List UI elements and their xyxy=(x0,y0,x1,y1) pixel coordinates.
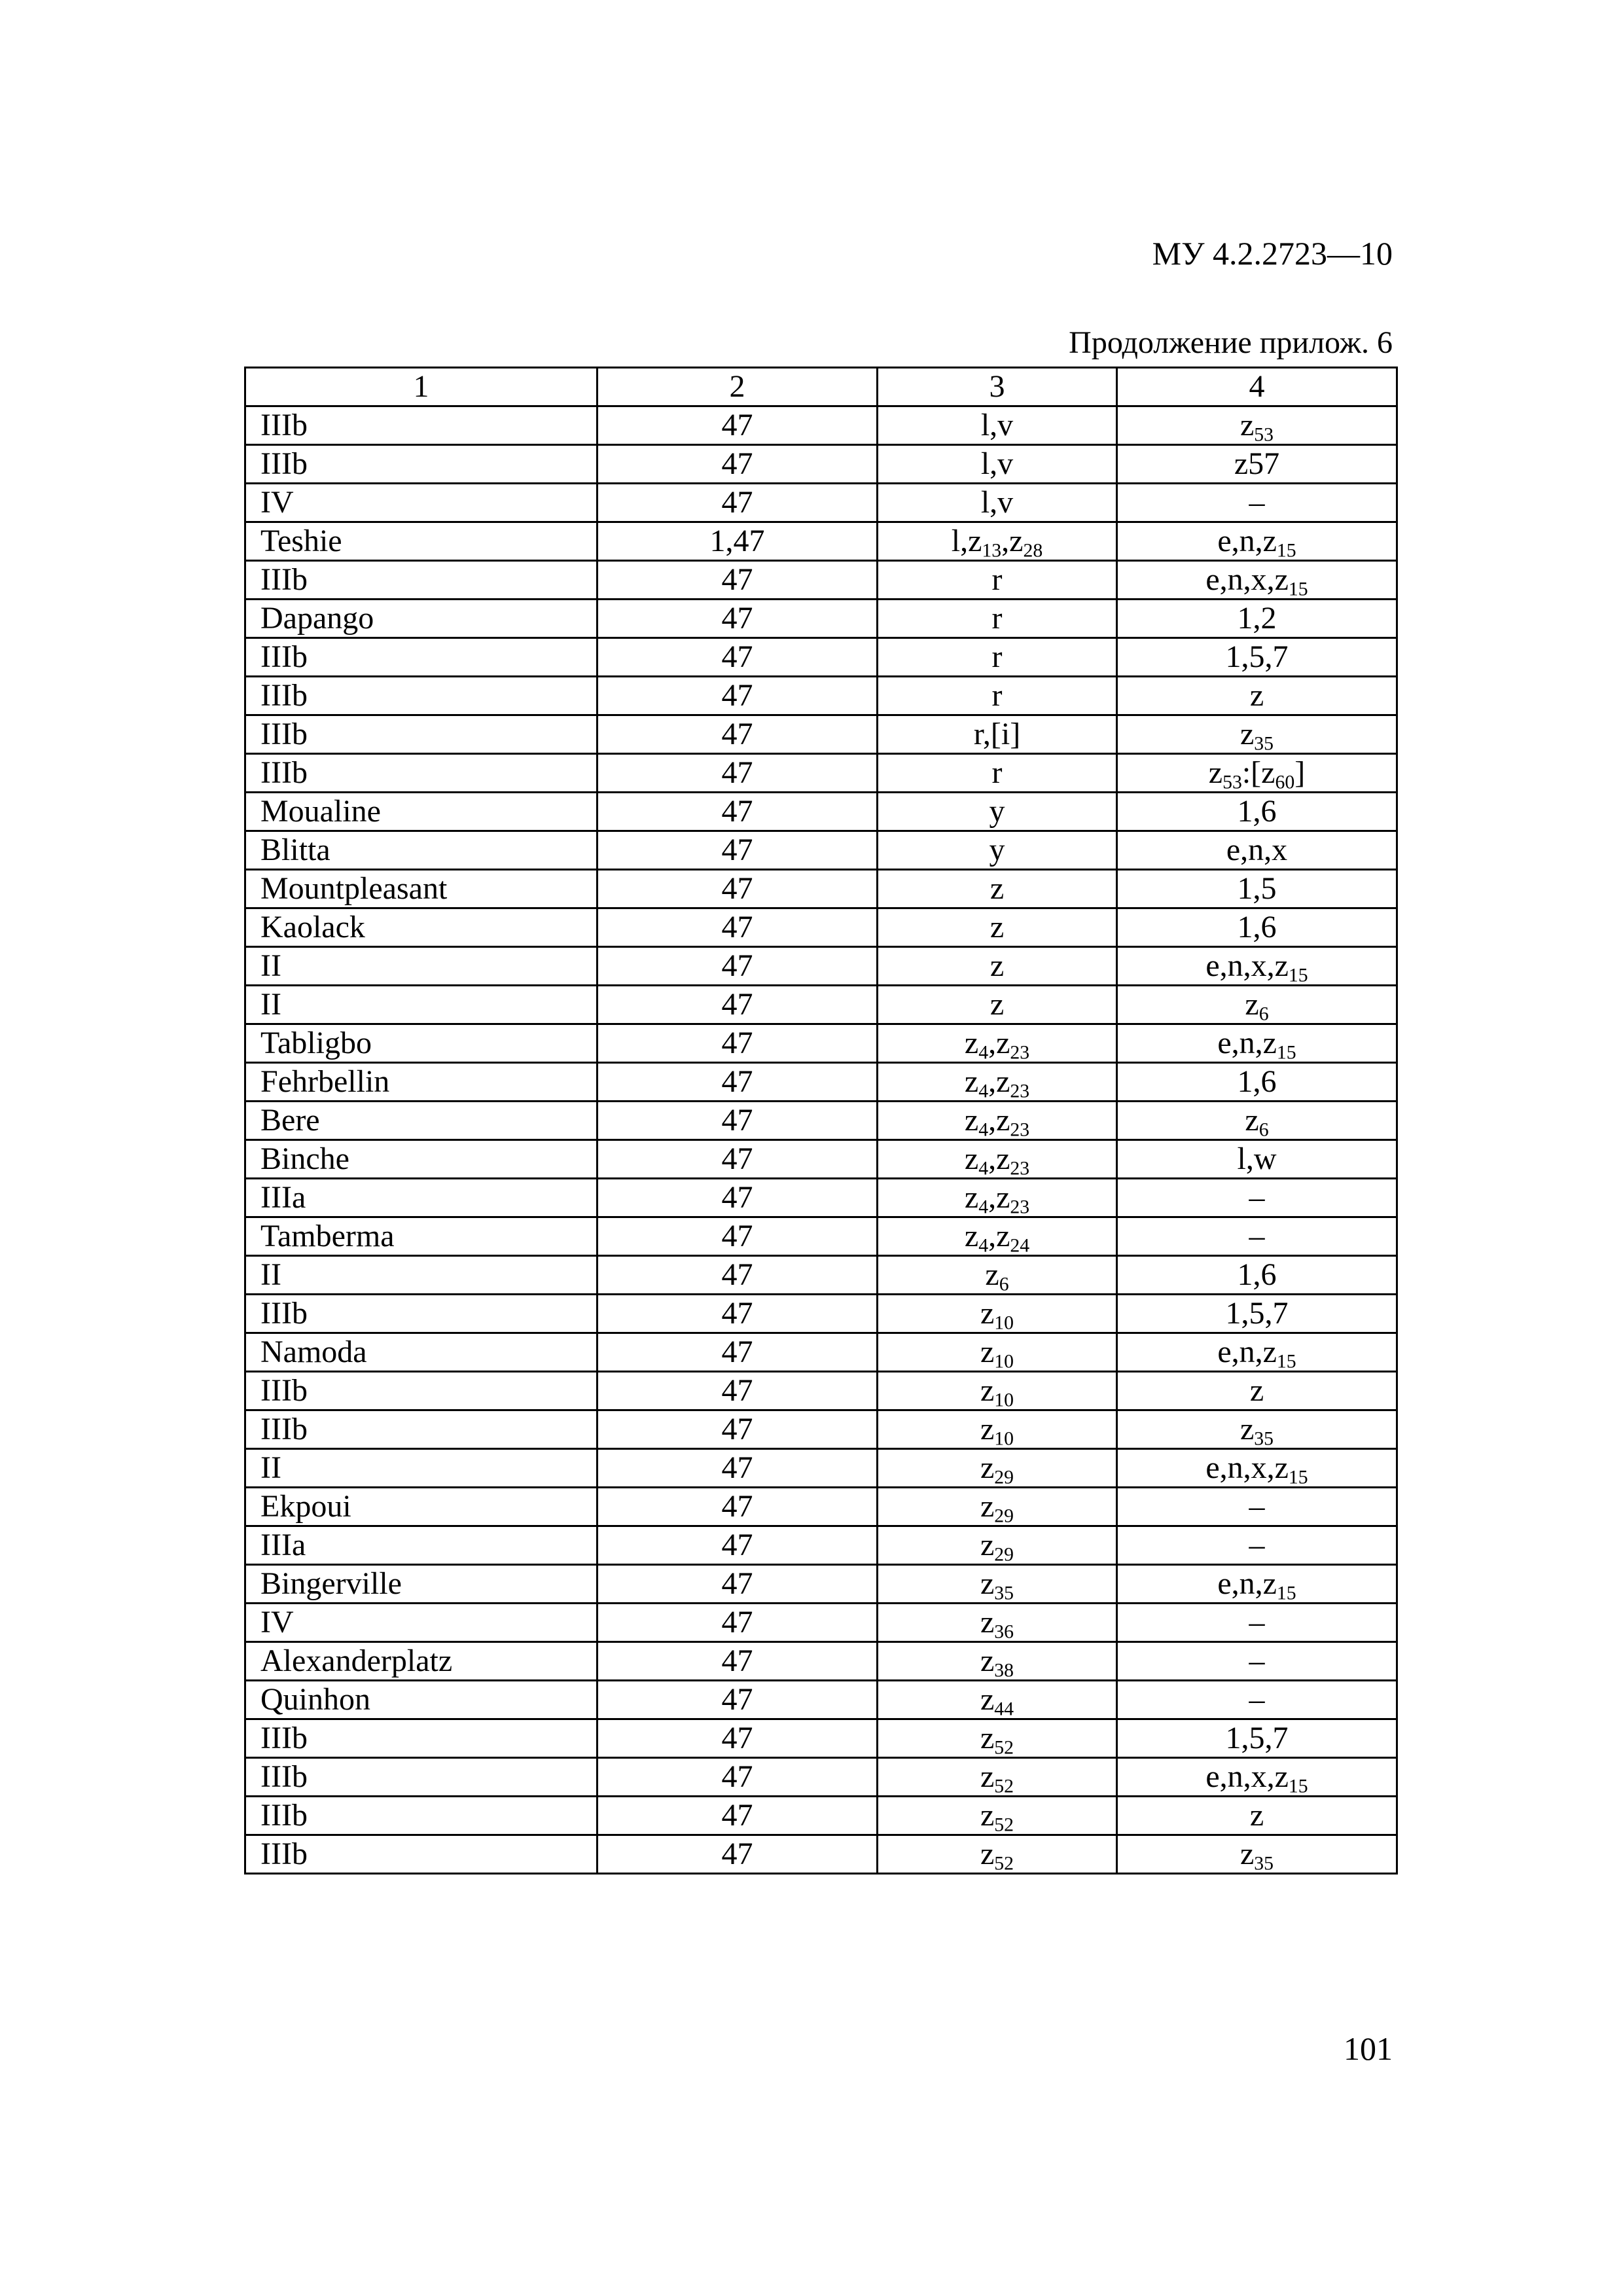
cell-antigen-h2: $e,n,z_{15}$ xyxy=(1117,522,1397,561)
cell-antigen-h1: $z_{29}$ xyxy=(878,1488,1117,1526)
cell-antigen-h1: z xyxy=(878,870,1117,908)
cell-antigen-o: 47 xyxy=(597,1565,878,1604)
table-header-row xyxy=(245,368,1397,406)
cell-antigen-h2: l,w xyxy=(1117,1140,1397,1179)
cell-name: IIIb xyxy=(245,1835,597,1874)
cell-antigen-h1: $z_{38}$ xyxy=(878,1642,1117,1681)
cell-antigen-h2: 1,6 xyxy=(1117,1063,1397,1102)
cell-name: IIIb xyxy=(245,1372,597,1410)
cell-antigen-h2: $z_6$ xyxy=(1117,1102,1397,1140)
table-row xyxy=(245,1719,1397,1758)
cell-name: II xyxy=(245,1449,597,1488)
cell-antigen-o: 47 xyxy=(597,1217,878,1256)
cell-antigen-h1: y xyxy=(878,831,1117,870)
table-row xyxy=(245,908,1397,947)
cell-name: II xyxy=(245,1256,597,1295)
cell-antigen-h1: $z_{52}$ xyxy=(878,1835,1117,1874)
cell-antigen-o: 47 xyxy=(597,1797,878,1835)
cell-antigen-o: 47 xyxy=(597,1719,878,1758)
cell-antigen-h1: $z_4,z_{24}$ xyxy=(878,1217,1117,1256)
cell-name: IV xyxy=(245,484,597,522)
table-row xyxy=(245,1797,1397,1835)
table-row xyxy=(245,870,1397,908)
cell-antigen-o: 47 xyxy=(597,793,878,831)
cell-antigen-h1: l,v xyxy=(878,484,1117,522)
cell-antigen-h2: $z_{35}$ xyxy=(1117,1410,1397,1449)
cell-antigen-o: 47 xyxy=(597,1295,878,1333)
cell-antigen-o: 47 xyxy=(597,1449,878,1488)
cell-name: IV xyxy=(245,1604,597,1642)
table-row xyxy=(245,600,1397,638)
table-row xyxy=(245,1102,1397,1140)
cell-name: Quinhon xyxy=(245,1681,597,1719)
cell-antigen-o: 47 xyxy=(597,870,878,908)
cell-name: Tabligbo xyxy=(245,1024,597,1063)
cell-antigen-h2: – xyxy=(1117,1179,1397,1217)
cell-antigen-h1: y xyxy=(878,793,1117,831)
cell-name: II xyxy=(245,986,597,1024)
table-row xyxy=(245,1063,1397,1102)
column-header-1: 1 xyxy=(245,368,597,406)
cell-name: IIIb xyxy=(245,1295,597,1333)
cell-name: Dapango xyxy=(245,600,597,638)
cell-antigen-h2: $e,n,z_{15}$ xyxy=(1117,1565,1397,1604)
document-code: МУ 4.2.2723—10 xyxy=(1152,235,1393,272)
cell-antigen-h2: $z_{53}:[z_{60}]$ xyxy=(1117,754,1397,793)
cell-antigen-o: 47 xyxy=(597,715,878,754)
cell-antigen-h2: z xyxy=(1117,677,1397,715)
cell-name: Binche xyxy=(245,1140,597,1179)
cell-antigen-h1: r xyxy=(878,561,1117,600)
table-row xyxy=(245,715,1397,754)
table-row xyxy=(245,793,1397,831)
cell-antigen-h1: l,v xyxy=(878,445,1117,484)
cell-antigen-h1: $z_{10}$ xyxy=(878,1410,1117,1449)
cell-antigen-h1: $z_{10}$ xyxy=(878,1295,1117,1333)
table-row xyxy=(245,1449,1397,1488)
cell-antigen-h2: – xyxy=(1117,1217,1397,1256)
cell-name: Teshie xyxy=(245,522,597,561)
cell-antigen-o: 47 xyxy=(597,754,878,793)
cell-antigen-o: 47 xyxy=(597,1102,878,1140)
cell-antigen-o: 47 xyxy=(597,1333,878,1372)
cell-name: Kaolack xyxy=(245,908,597,947)
cell-antigen-h2: z xyxy=(1117,1797,1397,1835)
page-number: 101 xyxy=(1344,2030,1393,2067)
cell-name: IIIb xyxy=(245,445,597,484)
cell-name: Fehrbellin xyxy=(245,1063,597,1102)
cell-antigen-h1: $z_{52}$ xyxy=(878,1758,1117,1797)
cell-antigen-h1: $z_6$ xyxy=(878,1256,1117,1295)
cell-antigen-o: 47 xyxy=(597,986,878,1024)
cell-antigen-h2: – xyxy=(1117,484,1397,522)
cell-antigen-o: 47 xyxy=(597,1179,878,1217)
cell-antigen-h1: z xyxy=(878,908,1117,947)
cell-name: IIIb xyxy=(245,754,597,793)
cell-antigen-o: 47 xyxy=(597,1372,878,1410)
table-row xyxy=(245,831,1397,870)
cell-antigen-o: 47 xyxy=(597,445,878,484)
cell-antigen-o: 47 xyxy=(597,1410,878,1449)
cell-name: IIIb xyxy=(245,1797,597,1835)
cell-antigen-h2: e,n,x xyxy=(1117,831,1397,870)
cell-antigen-h1: r,[i] xyxy=(878,715,1117,754)
cell-antigen-h2: $e,n,z_{15}$ xyxy=(1117,1333,1397,1372)
cell-antigen-h2: 1,5 xyxy=(1117,870,1397,908)
cell-antigen-o: 47 xyxy=(597,1642,878,1681)
cell-antigen-o: 47 xyxy=(597,600,878,638)
table-row xyxy=(245,754,1397,793)
cell-antigen-h1: $z_{10}$ xyxy=(878,1333,1117,1372)
cell-name: Alexanderplatz xyxy=(245,1642,597,1681)
cell-antigen-h1: $z_4,z_{23}$ xyxy=(878,1140,1117,1179)
table-row xyxy=(245,638,1397,677)
table-row xyxy=(245,1681,1397,1719)
cell-antigen-o: 47 xyxy=(597,831,878,870)
cell-antigen-h2: – xyxy=(1117,1526,1397,1565)
cell-antigen-h2: 1,5,7 xyxy=(1117,1719,1397,1758)
cell-antigen-o: 47 xyxy=(597,1835,878,1874)
table-row xyxy=(245,1835,1397,1874)
table-row xyxy=(245,406,1397,445)
cell-antigen-o: 47 xyxy=(597,1063,878,1102)
table-row xyxy=(245,1488,1397,1526)
table-row xyxy=(245,1410,1397,1449)
table-row xyxy=(245,1295,1397,1333)
table-row xyxy=(245,677,1397,715)
cell-antigen-h1: $l,z_{13},z_{28}$ xyxy=(878,522,1117,561)
cell-antigen-h2: 1,6 xyxy=(1117,793,1397,831)
cell-antigen-h1: $z_{52}$ xyxy=(878,1719,1117,1758)
cell-name: Mountpleasant xyxy=(245,870,597,908)
cell-antigen-h2: $e,n,x,z_{15}$ xyxy=(1117,1758,1397,1797)
table-row xyxy=(245,1179,1397,1217)
cell-name: IIIb xyxy=(245,677,597,715)
table-row xyxy=(245,1758,1397,1797)
cell-name: IIIa xyxy=(245,1179,597,1217)
cell-antigen-o: 47 xyxy=(597,1024,878,1063)
cell-name: Tamberma xyxy=(245,1217,597,1256)
cell-name: IIIb xyxy=(245,1719,597,1758)
table-row xyxy=(245,1140,1397,1179)
cell-antigen-o: 47 xyxy=(597,1604,878,1642)
cell-antigen-o: 47 xyxy=(597,484,878,522)
cell-antigen-h2: $e,n,x,z_{15}$ xyxy=(1117,1449,1397,1488)
cell-antigen-h2: $e,n,z_{15}$ xyxy=(1117,1024,1397,1063)
cell-antigen-h2: – xyxy=(1117,1604,1397,1642)
cell-antigen-h1: $z_4,z_{23}$ xyxy=(878,1024,1117,1063)
cell-antigen-h2: $e,n,x,z_{15}$ xyxy=(1117,561,1397,600)
table-row xyxy=(245,1642,1397,1681)
cell-antigen-o: 47 xyxy=(597,1256,878,1295)
cell-antigen-h1: z xyxy=(878,986,1117,1024)
cell-antigen-h1: r xyxy=(878,638,1117,677)
serovar-table xyxy=(244,367,1398,1874)
table-row xyxy=(245,561,1397,600)
table-row xyxy=(245,1333,1397,1372)
cell-antigen-o: 47 xyxy=(597,561,878,600)
cell-name: IIIb xyxy=(245,1758,597,1797)
table-body xyxy=(245,368,1397,1874)
table-row xyxy=(245,1604,1397,1642)
table-row xyxy=(245,1217,1397,1256)
cell-antigen-h2: 1,5,7 xyxy=(1117,638,1397,677)
cell-antigen-h2: 1,2 xyxy=(1117,600,1397,638)
cell-antigen-h1: $z_{29}$ xyxy=(878,1449,1117,1488)
cell-name: IIIa xyxy=(245,1526,597,1565)
cell-antigen-h1: $z_{44}$ xyxy=(878,1681,1117,1719)
table-row xyxy=(245,445,1397,484)
cell-name: Bingerville xyxy=(245,1565,597,1604)
cell-antigen-h2: z57 xyxy=(1117,445,1397,484)
cell-antigen-h1: $z_4,z_{23}$ xyxy=(878,1063,1117,1102)
cell-antigen-h2: $z_{35}$ xyxy=(1117,715,1397,754)
cell-antigen-h2: – xyxy=(1117,1681,1397,1719)
cell-name: Moualine xyxy=(245,793,597,831)
column-header-4: 4 xyxy=(1117,368,1397,406)
cell-antigen-h1: $z_{52}$ xyxy=(878,1797,1117,1835)
cell-antigen-h2: $z_6$ xyxy=(1117,986,1397,1024)
cell-antigen-h2: 1,6 xyxy=(1117,908,1397,947)
cell-antigen-h1: z xyxy=(878,947,1117,986)
table-row xyxy=(245,522,1397,561)
table-row xyxy=(245,1372,1397,1410)
cell-antigen-o: 47 xyxy=(597,947,878,986)
cell-antigen-o: 47 xyxy=(597,1488,878,1526)
cell-name: IIIb xyxy=(245,561,597,600)
table-row xyxy=(245,1024,1397,1063)
cell-antigen-h1: $z_{36}$ xyxy=(878,1604,1117,1642)
cell-name: IIIb xyxy=(245,638,597,677)
cell-antigen-o: 1,47 xyxy=(597,522,878,561)
cell-antigen-o: 47 xyxy=(597,1140,878,1179)
cell-name: Bere xyxy=(245,1102,597,1140)
cell-antigen-h2: $z_{53}$ xyxy=(1117,406,1397,445)
cell-antigen-h1: l,v xyxy=(878,406,1117,445)
cell-antigen-o: 47 xyxy=(597,406,878,445)
cell-antigen-h1: r xyxy=(878,600,1117,638)
cell-antigen-h2: – xyxy=(1117,1642,1397,1681)
cell-antigen-h1: $z_{10}$ xyxy=(878,1372,1117,1410)
table-row xyxy=(245,1565,1397,1604)
cell-name: IIIb xyxy=(245,715,597,754)
cell-antigen-h1: r xyxy=(878,754,1117,793)
cell-name: IIIb xyxy=(245,406,597,445)
table-row xyxy=(245,1256,1397,1295)
cell-antigen-h2: 1,6 xyxy=(1117,1256,1397,1295)
cell-antigen-h1: $z_{35}$ xyxy=(878,1565,1117,1604)
cell-name: Namoda xyxy=(245,1333,597,1372)
cell-antigen-h1: $z_{29}$ xyxy=(878,1526,1117,1565)
cell-antigen-h1: r xyxy=(878,677,1117,715)
cell-name: IIIb xyxy=(245,1410,597,1449)
cell-name: Blitta xyxy=(245,831,597,870)
cell-name: II xyxy=(245,947,597,986)
cell-antigen-o: 47 xyxy=(597,677,878,715)
cell-antigen-h2: z xyxy=(1117,1372,1397,1410)
cell-antigen-o: 47 xyxy=(597,1758,878,1797)
table-row xyxy=(245,484,1397,522)
cell-antigen-o: 47 xyxy=(597,1526,878,1565)
table-row xyxy=(245,1526,1397,1565)
table-row xyxy=(245,986,1397,1024)
cell-antigen-o: 47 xyxy=(597,908,878,947)
column-header-2: 2 xyxy=(597,368,878,406)
cell-antigen-h1: $z_4,z_{23}$ xyxy=(878,1102,1117,1140)
cell-antigen-h1: $z_4,z_{23}$ xyxy=(878,1179,1117,1217)
continuation-caption: Продолжение прилож. 6 xyxy=(1069,325,1393,360)
cell-antigen-o: 47 xyxy=(597,1681,878,1719)
cell-antigen-h2: $e,n,x,z_{15}$ xyxy=(1117,947,1397,986)
table-row xyxy=(245,947,1397,986)
cell-antigen-h2: 1,5,7 xyxy=(1117,1295,1397,1333)
cell-name: Ekpoui xyxy=(245,1488,597,1526)
cell-antigen-o: 47 xyxy=(597,638,878,677)
cell-antigen-h2: $z_{35}$ xyxy=(1117,1835,1397,1874)
column-header-3: 3 xyxy=(878,368,1117,406)
cell-antigen-h2: – xyxy=(1117,1488,1397,1526)
